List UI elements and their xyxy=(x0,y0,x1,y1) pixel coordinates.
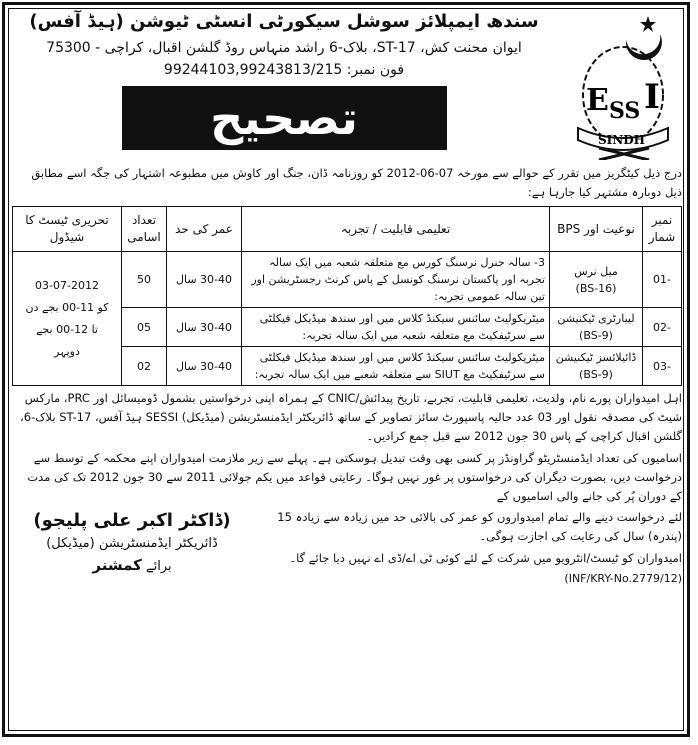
advertisement-content xyxy=(12,10,682,733)
reference-number: (INF/KRY-No.2779/12) xyxy=(564,572,682,585)
for-title: کمشنر xyxy=(92,556,142,574)
post-bps: (BS-9) xyxy=(579,368,613,381)
posts-note: اسامیوں کی تعداد ایڈمنسٹریٹو گراونڈز پر کسی بھی وقت تبدیل ہوسکتی ہے۔ پہلے سے زیر ملازمت امیدواران اپنے محکمہ کے توسط سے درخواست دیں، بصورت دیگران کی درخواستوں پر غور نہیں ہوگا۔ رعایتی قواعد میں یکم جولائی 2011 سے 30 جون 2012 تک کی مدت کے دوران پُر کی جانے والی اسامیوں کے xyxy=(27,451,682,503)
test-schedule xyxy=(13,252,122,386)
svg-text:I: I xyxy=(644,77,660,117)
application-instructions: اہل امیدواران پورے نام، ولدیت، تعلیمی قابلیت، تجربے، تاریخ پیدائش/CNIC کے ہمراہ اپنی درخواستیں بشمول ڈومیسائل اور PRC، مارکس شیٹ کی مصدقہ نقول اور 03 عدد حالیہ پاسپورٹ سائز تصاویر کے ساتھ ڈائریکٹر ایڈمنسٹریشن (میڈیکل) SESSI ہیڈ آفس، ST-17 بلاک-6، گلشن اقبال کراچی کے پاس 30 جون 2012 سے قبل جمع کرادیں۔ xyxy=(20,391,682,443)
notes xyxy=(252,508,682,585)
svg-text:SINDH: SINDH xyxy=(598,133,645,147)
serial-number: -01 xyxy=(643,252,682,308)
post-cell xyxy=(550,252,643,308)
signatory-designation: ڈائریکٹر ایڈمنسٹریشن (میڈیکل) xyxy=(46,536,218,551)
posts-table xyxy=(12,206,682,386)
header-age: عمر کی حد xyxy=(167,207,242,252)
intro-text: درج ذیل کیٹگریز میں تقرر کے حوالے سے مورخہ 07-06-2012 کو روزنامہ ڈان، جنگ اور کاوش میں مطبوعہ اشتہار کی جگہ اسے مطابق ذیل دوبارہ مشتہر کیا جارہا ہے: xyxy=(31,166,682,199)
schedule-noon: دوپہر xyxy=(54,344,80,358)
post-name: لیبارٹری ٹیکنیشن xyxy=(557,312,635,325)
correction-banner: تصحیح xyxy=(122,86,447,150)
header-post-bps: نوعیت اور BPS xyxy=(550,207,643,252)
post-cell xyxy=(550,308,643,347)
header-count: تعداد اسامی xyxy=(122,207,167,252)
age-limit: 30-40 سال xyxy=(167,252,242,308)
post-bps: (BS-9) xyxy=(579,329,613,342)
age-relaxation-note: لئے درخواست دینے والے تمام امیدواروں کو عمر کی بالائی حد میں زیادہ سے زیادہ 15 (پندرہ) سال کی رعایت کی اجازت ہوگی۔ xyxy=(277,510,682,543)
schedule-to: تا 12-00 بجے xyxy=(35,322,98,336)
address: ایوان محنت کش، ST-17، بلاک-6 راشد منہاس روڈ گلشن اقبال، کراچی - 75300 xyxy=(46,40,522,56)
header-serial: نمبر شمار xyxy=(643,207,682,252)
schedule-date: 03-07-2012 xyxy=(35,278,99,292)
header-text xyxy=(12,10,556,150)
post-name: ڈائیلائسز ٹیکنیشن xyxy=(555,351,637,364)
age-limit: 30-40 سال xyxy=(167,308,242,347)
for-label: برائے xyxy=(146,559,172,574)
post-count: 50 xyxy=(122,252,167,308)
organization-title: سندھ ایمپلائز سوشل سیکورٹی انسٹی ٹیوشن (ہیڈ آفس) xyxy=(29,11,539,32)
qualification: میٹریکولیٹ سائنس سیکنڈ کلاس میں اور سندھ میڈیکل فیکلٹی سے سرٹیفکیٹ مع متعلقہ شعبہ میں ایک سالہ تجربہ: xyxy=(242,308,550,347)
age-limit: 30-40 سال xyxy=(167,347,242,386)
signature-block xyxy=(12,508,252,585)
qualification: 3- سالہ جنرل نرسنگ کورس مع متعلقہ شعبہ میں ایک سالہ تجربہ اور پاکستان نرسنگ کونسل کے پاس کرنٹ رجسٹریشن اور تین سالہ عمومی تجربہ: xyxy=(242,252,550,308)
schedule-from: کو 11-00 بجے دن xyxy=(25,300,109,314)
header xyxy=(12,10,682,160)
qualification: میٹریکولیٹ سائنس سیکنڈ کلاس میں اور سندھ میڈیکل فیکلٹی سے سرٹیفکیٹ مع SIUT سے متعلقہ شعبے میں ایک سالہ تجربہ: xyxy=(242,347,550,386)
header-qualification: تعلیمی قابلیت / تجربہ xyxy=(242,207,550,252)
table-row xyxy=(13,252,682,308)
signatory-for xyxy=(92,554,171,578)
post-name: میل نرس xyxy=(574,264,618,278)
phone-numbers: فون نمبر: 99244103,99243813/215 xyxy=(163,62,405,78)
svg-text:E: E xyxy=(586,83,609,118)
serial-number: -02 xyxy=(643,308,682,347)
signatory-name: (ڈاکٹر اکبر علی پلیجو) xyxy=(33,510,231,531)
ta-da-note: امیدواران کو ٹیسٹ/انٹرویو میں شرکت کے لئے کوئی ٹی اے/ڈی اے نہیں دیا جائے گا۔ xyxy=(289,551,682,565)
post-count: 02 xyxy=(122,347,167,386)
serial-number: -03 xyxy=(643,347,682,386)
essi-logo xyxy=(564,10,682,160)
svg-text:SS: SS xyxy=(609,98,641,124)
post-bps: (BS-16) xyxy=(575,281,617,295)
post-count: 05 xyxy=(122,308,167,347)
table-header-row xyxy=(13,207,682,252)
header-schedule: تحریری ٹیسٹ کا شیڈول xyxy=(13,207,122,252)
post-cell xyxy=(550,347,643,386)
bottom-section xyxy=(12,508,682,585)
